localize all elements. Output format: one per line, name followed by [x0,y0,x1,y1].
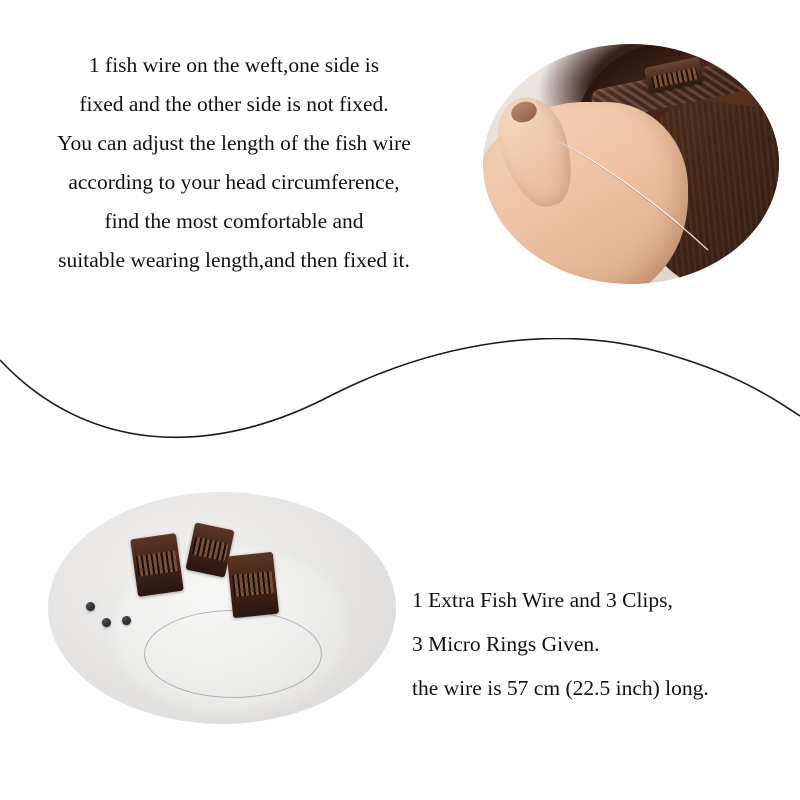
bottom-description-line: 3 Micro Rings Given. [412,632,600,656]
bottom-description-line: 1 Extra Fish Wire and 3 Clips, [412,588,673,612]
fish-wire-line [483,44,779,284]
wavy-divider [0,338,800,458]
top-description-line: fixed and the other side is not fixed. [79,92,389,116]
micro-ring-item [86,602,95,611]
accessories-photo [48,492,396,724]
top-description-line: You can adjust the length of the fish wire [57,131,411,155]
clip-item [227,552,279,618]
coiled-fish-wire [144,610,322,698]
top-description-line: suitable wearing length,and then fixed it. [58,248,410,272]
micro-ring-item [122,616,131,625]
top-description-line: find the most comfortable and [104,209,364,233]
top-description-text [8,46,460,280]
bottom-description-line: the wire is 57 cm (22.5 inch) long. [412,676,709,700]
top-description-line: according to your head circumference, [68,170,400,194]
bottom-description-text [412,578,792,710]
top-description-line: 1 fish wire on the weft,one side is [88,53,380,77]
clip-item [130,533,184,597]
fish-wire-weft-photo [483,44,779,284]
micro-ring-item [102,618,111,627]
